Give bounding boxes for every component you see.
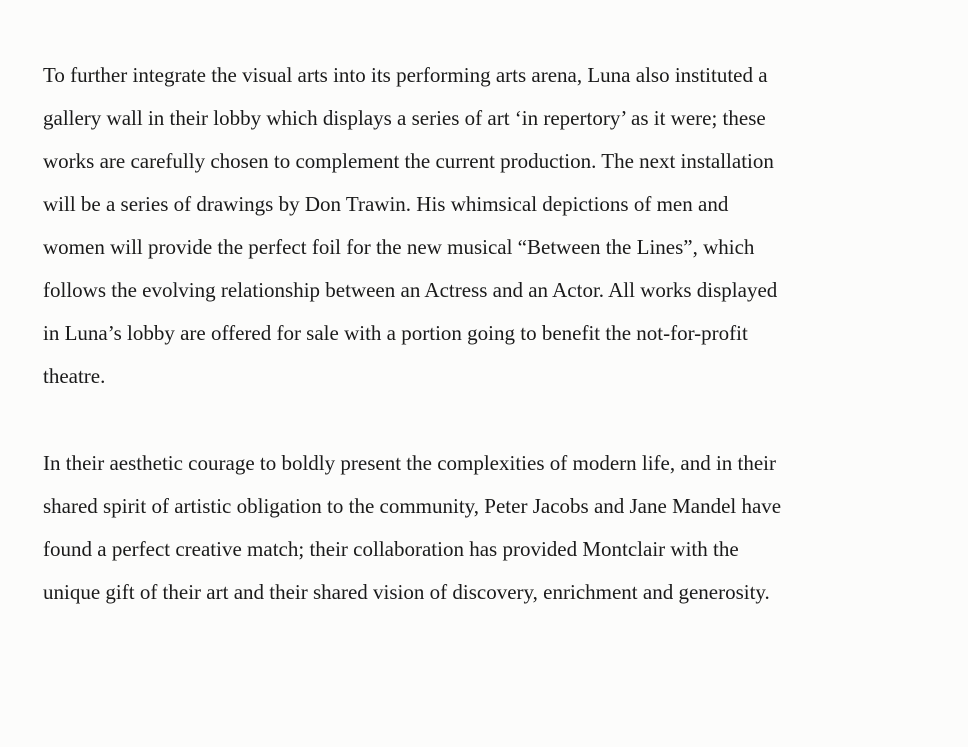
text-line: unique gift of their art and their shared vision of discovery, enrichment and generosity. [43,580,770,604]
text-line: gallery wall in their lobby which displays a series of art ‘in repertory’ as it were; these [43,106,766,130]
text-line: shared spirit of artistic obligation to the community, Peter Jacobs and Jane Mandel have [43,494,782,518]
text-line: found a perfect creative match; their collaboration has provided Montclair with the [43,537,739,561]
text-line: To further integrate the visual arts into its performing arts arena, Luna also instituted a [43,63,768,87]
text-line: theatre. [43,364,106,388]
text-line: In their aesthetic courage to boldly present the complexities of modern life, and in their [43,451,777,475]
text-line: in Luna’s lobby are offered for sale with a portion going to benefit the not-for-profit [43,321,748,345]
text-line: will be a series of drawings by Don Trawin. His whimsical depictions of men and [43,192,729,216]
text-line: women will provide the perfect foil for the new musical “Between the Lines”, which [43,235,755,259]
text-line: follows the evolving relationship between an Actress and an Actor. All works displayed [43,278,778,302]
text-line: works are carefully chosen to complement the current production. The next installation [43,149,774,173]
